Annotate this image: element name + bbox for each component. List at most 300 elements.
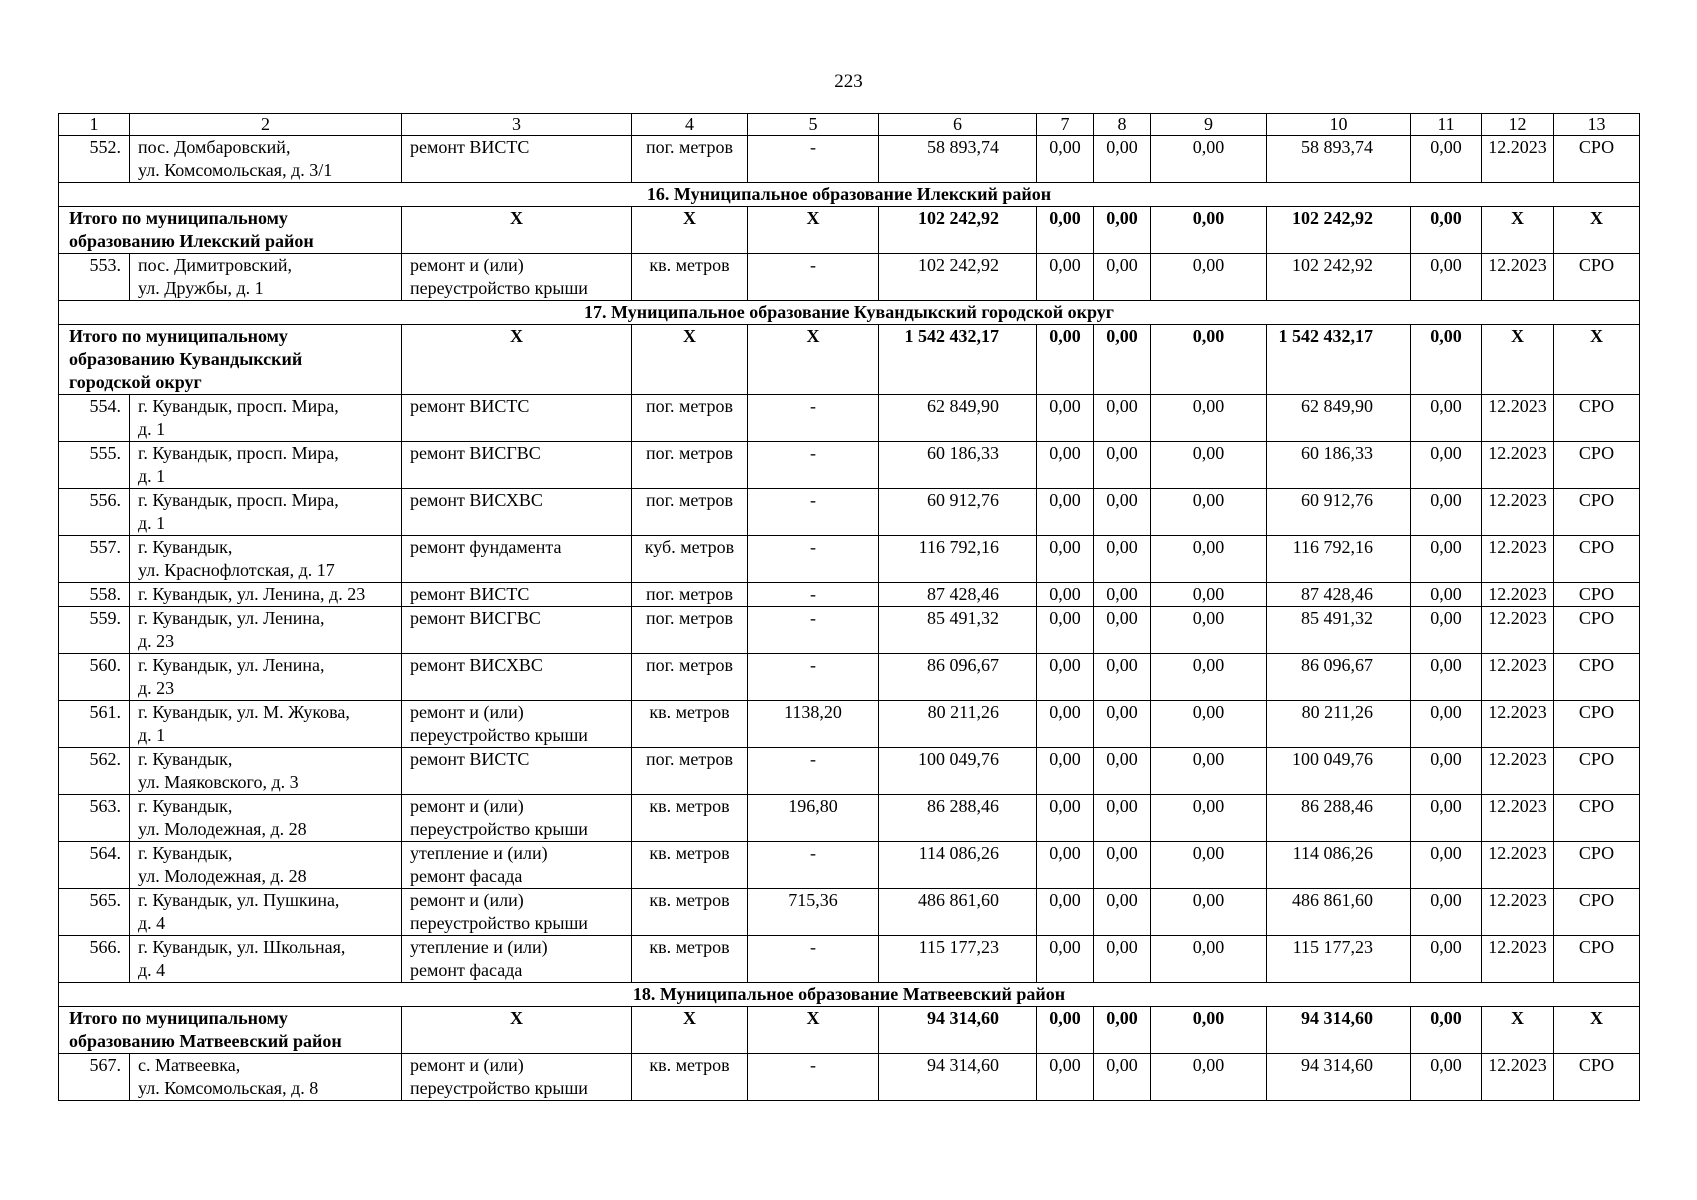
- address-cell-line: г. Кувандык,: [138, 749, 233, 769]
- work-type-cell-line: ремонт фундамента: [410, 537, 562, 557]
- deadline-cell: 12.2023: [1482, 536, 1554, 583]
- total-cost-cell: 94 314,60: [879, 1007, 1037, 1054]
- quantity-cell: Х: [748, 207, 879, 254]
- quantity-cell: -: [748, 654, 879, 701]
- row-number-cell: 552.: [59, 136, 130, 183]
- method-cell: Х: [1554, 325, 1640, 395]
- address-cell-line: г. Кувандык, просп. Мира,: [138, 443, 339, 463]
- table-row: [59, 748, 1640, 795]
- method-cell: СРО: [1554, 254, 1640, 301]
- fund-cost-cell: 86 096,67: [1267, 654, 1411, 701]
- subtotal-label: [59, 325, 402, 395]
- address-cell: [130, 654, 402, 701]
- work-type-cell-line: ремонт ВИСТС: [410, 749, 530, 769]
- subtotal-row: [59, 325, 1640, 395]
- value-cell: 0,00: [1151, 489, 1267, 536]
- work-type-cell-line: ремонт и (или): [410, 1055, 524, 1075]
- fund-cost-cell: 86 288,46: [1267, 795, 1411, 842]
- work-type-cell: [402, 583, 632, 607]
- value-cell: 0,00: [1037, 748, 1094, 795]
- method-cell: СРО: [1554, 936, 1640, 983]
- work-type-cell: [402, 136, 632, 183]
- value-cell: 0,00: [1151, 442, 1267, 489]
- column-number-header: 13: [1554, 114, 1640, 136]
- unit-cell: пог. метров: [632, 607, 748, 654]
- fund-cost-cell: 100 049,76: [1267, 748, 1411, 795]
- quantity-cell: -: [748, 1054, 879, 1101]
- method-cell: СРО: [1554, 489, 1640, 536]
- address-cell-line: г. Кувандык, ул. Пушкина,: [138, 890, 340, 910]
- total-cost-cell: 102 242,92: [879, 254, 1037, 301]
- unit-cell: кв. метров: [632, 701, 748, 748]
- section-heading-row: [59, 301, 1640, 325]
- total-cost-cell: 87 428,46: [879, 583, 1037, 607]
- quantity-cell: 196,80: [748, 795, 879, 842]
- fund-cost-cell: 85 491,32: [1267, 607, 1411, 654]
- address-cell-line: г. Кувандык, просп. Мира,: [138, 396, 339, 416]
- work-type-cell: [402, 254, 632, 301]
- value-cell: 0,00: [1037, 654, 1094, 701]
- unit-cell: пог. метров: [632, 395, 748, 442]
- value-cell: 0,00: [1037, 701, 1094, 748]
- row-number-cell: 553.: [59, 254, 130, 301]
- quantity-cell: -: [748, 583, 879, 607]
- row-number-cell: 566.: [59, 936, 130, 983]
- address-cell-line: д. 1: [138, 419, 166, 439]
- value-cell: 0,00: [1037, 442, 1094, 489]
- unit-cell: кв. метров: [632, 795, 748, 842]
- table-row: [59, 536, 1640, 583]
- address-cell: [130, 583, 402, 607]
- row-number-cell: 558.: [59, 583, 130, 607]
- work-type-cell-line: ремонт ВИСГВС: [410, 443, 541, 463]
- column-number-header: 8: [1094, 114, 1151, 136]
- work-type-cell: [402, 748, 632, 795]
- value-cell: 0,00: [1037, 1054, 1094, 1101]
- value-cell: 0,00: [1037, 136, 1094, 183]
- row-number-cell: 562.: [59, 748, 130, 795]
- fund-cost-cell: 58 893,74: [1267, 136, 1411, 183]
- value-cell: 0,00: [1411, 254, 1482, 301]
- column-number-header: 7: [1037, 114, 1094, 136]
- table-row: [59, 701, 1640, 748]
- address-cell: [130, 795, 402, 842]
- address-cell-line: пос. Димитровский,: [138, 255, 292, 275]
- address-cell-line: ул. Дружбы, д. 1: [138, 278, 264, 298]
- total-cost-cell: 116 792,16: [879, 536, 1037, 583]
- unit-cell: кв. метров: [632, 254, 748, 301]
- work-type-cell-line: ремонт фасада: [410, 960, 523, 980]
- column-number-header: 5: [748, 114, 879, 136]
- quantity-cell: -: [748, 842, 879, 889]
- work-type-cell: [402, 795, 632, 842]
- quantity-cell: -: [748, 536, 879, 583]
- quantity-cell: 1138,20: [748, 701, 879, 748]
- address-cell-line: с. Матвеевка,: [138, 1055, 241, 1075]
- value-cell: 0,00: [1411, 583, 1482, 607]
- section-title: 16. Муниципальное образование Илекский район: [59, 183, 1640, 207]
- address-cell-line: д. 23: [138, 678, 175, 698]
- method-cell: СРО: [1554, 889, 1640, 936]
- value-cell: 0,00: [1094, 536, 1151, 583]
- value-cell: 0,00: [1037, 489, 1094, 536]
- method-cell: Х: [1554, 1007, 1640, 1054]
- value-cell: 0,00: [1411, 889, 1482, 936]
- total-cost-cell: 58 893,74: [879, 136, 1037, 183]
- work-type-cell-line: переустройство крыши: [410, 819, 588, 839]
- work-type-cell-line: утепление и (или): [410, 843, 548, 863]
- fund-cost-cell: 102 242,92: [1267, 207, 1411, 254]
- table-body: [59, 114, 1640, 1101]
- quantity-cell: -: [748, 136, 879, 183]
- quantity-cell: -: [748, 607, 879, 654]
- address-cell-line: ул. Комсомольская, д. 3/1: [138, 160, 333, 180]
- work-type-cell-line: ремонт ВИСГВС: [410, 608, 541, 628]
- value-cell: 0,00: [1151, 136, 1267, 183]
- table-row: [59, 395, 1640, 442]
- work-type-cell-line: ремонт и (или): [410, 890, 524, 910]
- row-number-cell: 555.: [59, 442, 130, 489]
- address-cell-line: д. 1: [138, 725, 166, 745]
- method-cell: СРО: [1554, 701, 1640, 748]
- quantity-cell: Х: [748, 1007, 879, 1054]
- section-heading-row: [59, 183, 1640, 207]
- table-row: [59, 795, 1640, 842]
- value-cell: 0,00: [1411, 325, 1482, 395]
- unit-cell: Х: [632, 325, 748, 395]
- row-number-cell: 563.: [59, 795, 130, 842]
- fund-cost-cell: 62 849,90: [1267, 395, 1411, 442]
- value-cell: 0,00: [1411, 1054, 1482, 1101]
- unit-cell: пог. метров: [632, 442, 748, 489]
- value-cell: 0,00: [1411, 207, 1482, 254]
- unit-cell: пог. метров: [632, 489, 748, 536]
- value-cell: 0,00: [1094, 889, 1151, 936]
- unit-cell: пог. метров: [632, 583, 748, 607]
- address-cell: [130, 536, 402, 583]
- value-cell: 0,00: [1151, 254, 1267, 301]
- work-type-cell-line: ремонт и (или): [410, 796, 524, 816]
- fund-cost-cell: 486 861,60: [1267, 889, 1411, 936]
- value-cell: 0,00: [1151, 607, 1267, 654]
- value-cell: 0,00: [1151, 583, 1267, 607]
- total-cost-cell: 94 314,60: [879, 1054, 1037, 1101]
- value-cell: 0,00: [1411, 442, 1482, 489]
- address-cell-line: д. 4: [138, 960, 166, 980]
- work-type-cell: [402, 489, 632, 536]
- work-type-cell: Х: [402, 207, 632, 254]
- address-cell: [130, 489, 402, 536]
- fund-cost-cell: 1 542 432,17: [1267, 325, 1411, 395]
- row-number-cell: 561.: [59, 701, 130, 748]
- work-type-cell: Х: [402, 325, 632, 395]
- fund-cost-cell: 116 792,16: [1267, 536, 1411, 583]
- value-cell: 0,00: [1037, 1007, 1094, 1054]
- repair-program-table: [58, 113, 1640, 1101]
- work-type-cell: [402, 701, 632, 748]
- address-cell-line: г. Кувандык, ул. Ленина,: [138, 608, 325, 628]
- unit-cell: кв. метров: [632, 936, 748, 983]
- value-cell: 0,00: [1094, 748, 1151, 795]
- total-cost-cell: 115 177,23: [879, 936, 1037, 983]
- deadline-cell: 12.2023: [1482, 748, 1554, 795]
- address-cell-line: д. 23: [138, 631, 175, 651]
- deadline-cell: 12.2023: [1482, 795, 1554, 842]
- value-cell: 0,00: [1094, 842, 1151, 889]
- work-type-cell: [402, 654, 632, 701]
- work-type-cell: [402, 536, 632, 583]
- total-cost-cell: 86 288,46: [879, 795, 1037, 842]
- address-cell: [130, 889, 402, 936]
- fund-cost-cell: 60 186,33: [1267, 442, 1411, 489]
- subtotal-label-line: образованию Матвеевский район: [69, 1031, 342, 1051]
- value-cell: 0,00: [1411, 701, 1482, 748]
- work-type-cell-line: переустройство крыши: [410, 278, 588, 298]
- address-cell: [130, 395, 402, 442]
- value-cell: 0,00: [1151, 748, 1267, 795]
- address-cell-line: г. Кувандык, просп. Мира,: [138, 490, 339, 510]
- work-type-cell-line: ремонт ВИСТС: [410, 396, 530, 416]
- work-type-cell: [402, 936, 632, 983]
- value-cell: 0,00: [1411, 842, 1482, 889]
- column-number-header: 6: [879, 114, 1037, 136]
- method-cell: СРО: [1554, 748, 1640, 795]
- table-row: [59, 489, 1640, 536]
- work-type-cell-line: ремонт ВИСХВС: [410, 655, 543, 675]
- deadline-cell: 12.2023: [1482, 936, 1554, 983]
- fund-cost-cell: 60 912,76: [1267, 489, 1411, 536]
- value-cell: 0,00: [1094, 136, 1151, 183]
- work-type-cell: [402, 1054, 632, 1101]
- unit-cell: Х: [632, 1007, 748, 1054]
- unit-cell: кв. метров: [632, 842, 748, 889]
- value-cell: 0,00: [1094, 936, 1151, 983]
- column-number-header: 12: [1482, 114, 1554, 136]
- value-cell: 0,00: [1037, 795, 1094, 842]
- column-number-header: 9: [1151, 114, 1267, 136]
- unit-cell: Х: [632, 207, 748, 254]
- subtotal-label-line: Итого по муниципальному: [69, 1008, 288, 1028]
- work-type-cell: [402, 442, 632, 489]
- address-cell-line: г. Кувандык,: [138, 796, 233, 816]
- deadline-cell: 12.2023: [1482, 583, 1554, 607]
- address-cell-line: ул. Молодежная, д. 28: [138, 819, 307, 839]
- address-cell: [130, 701, 402, 748]
- table-row: [59, 842, 1640, 889]
- total-cost-cell: 80 211,26: [879, 701, 1037, 748]
- table-row: [59, 889, 1640, 936]
- address-cell-line: д. 1: [138, 513, 166, 533]
- fund-cost-cell: 87 428,46: [1267, 583, 1411, 607]
- subtotal-label-line: Итого по муниципальному: [69, 208, 288, 228]
- deadline-cell: 12.2023: [1482, 889, 1554, 936]
- method-cell: СРО: [1554, 583, 1640, 607]
- deadline-cell: 12.2023: [1482, 442, 1554, 489]
- work-type-cell: [402, 889, 632, 936]
- address-cell-line: д. 1: [138, 466, 166, 486]
- value-cell: 0,00: [1411, 607, 1482, 654]
- row-number-cell: 567.: [59, 1054, 130, 1101]
- fund-cost-cell: 94 314,60: [1267, 1007, 1411, 1054]
- table-row: [59, 1054, 1640, 1101]
- method-cell: СРО: [1554, 395, 1640, 442]
- value-cell: 0,00: [1037, 936, 1094, 983]
- value-cell: 0,00: [1411, 489, 1482, 536]
- column-number-header: 11: [1411, 114, 1482, 136]
- quantity-cell: -: [748, 936, 879, 983]
- quantity-cell: -: [748, 254, 879, 301]
- column-number-header: 2: [130, 114, 402, 136]
- value-cell: 0,00: [1037, 536, 1094, 583]
- total-cost-cell: 60 912,76: [879, 489, 1037, 536]
- address-cell: [130, 607, 402, 654]
- work-type-cell-line: ремонт ВИСТС: [410, 137, 530, 157]
- section-title: 18. Муниципальное образование Матвеевский район: [59, 983, 1640, 1007]
- work-type-cell-line: утепление и (или): [410, 937, 548, 957]
- fund-cost-cell: 102 242,92: [1267, 254, 1411, 301]
- method-cell: СРО: [1554, 654, 1640, 701]
- address-cell-line: г. Кувандык, ул. Школьная,: [138, 937, 346, 957]
- method-cell: Х: [1554, 207, 1640, 254]
- address-cell: [130, 1054, 402, 1101]
- value-cell: 0,00: [1094, 442, 1151, 489]
- unit-cell: кв. метров: [632, 889, 748, 936]
- total-cost-cell: 60 186,33: [879, 442, 1037, 489]
- value-cell: 0,00: [1037, 325, 1094, 395]
- work-type-cell: [402, 842, 632, 889]
- address-cell-line: ул. Маяковского, д. 3: [138, 772, 299, 792]
- address-cell-line: г. Кувандык, ул. М. Жукова,: [138, 702, 350, 722]
- fund-cost-cell: 80 211,26: [1267, 701, 1411, 748]
- address-cell-line: г. Кувандык, ул. Ленина,: [138, 655, 325, 675]
- value-cell: 0,00: [1151, 1007, 1267, 1054]
- total-cost-cell: 102 242,92: [879, 207, 1037, 254]
- work-type-cell-line: переустройство крыши: [410, 1078, 588, 1098]
- address-cell-line: г. Кувандык, ул. Ленина, д. 23: [138, 584, 366, 604]
- unit-cell: пог. метров: [632, 654, 748, 701]
- value-cell: 0,00: [1411, 136, 1482, 183]
- value-cell: 0,00: [1094, 795, 1151, 842]
- table-row: [59, 936, 1640, 983]
- total-cost-cell: 85 491,32: [879, 607, 1037, 654]
- column-number-header: 1: [59, 114, 130, 136]
- deadline-cell: 12.2023: [1482, 489, 1554, 536]
- value-cell: 0,00: [1411, 395, 1482, 442]
- value-cell: 0,00: [1151, 889, 1267, 936]
- deadline-cell: 12.2023: [1482, 654, 1554, 701]
- value-cell: 0,00: [1151, 701, 1267, 748]
- value-cell: 0,00: [1151, 842, 1267, 889]
- method-cell: СРО: [1554, 442, 1640, 489]
- deadline-cell: 12.2023: [1482, 842, 1554, 889]
- value-cell: 0,00: [1094, 701, 1151, 748]
- table-row: [59, 442, 1640, 489]
- value-cell: 0,00: [1151, 936, 1267, 983]
- value-cell: 0,00: [1151, 654, 1267, 701]
- deadline-cell: 12.2023: [1482, 136, 1554, 183]
- method-cell: СРО: [1554, 795, 1640, 842]
- work-type-cell-line: ремонт и (или): [410, 255, 524, 275]
- value-cell: 0,00: [1411, 654, 1482, 701]
- work-type-cell-line: ремонт и (или): [410, 702, 524, 722]
- table-row: [59, 254, 1640, 301]
- method-cell: СРО: [1554, 536, 1640, 583]
- value-cell: 0,00: [1037, 607, 1094, 654]
- value-cell: 0,00: [1094, 607, 1151, 654]
- deadline-cell: 12.2023: [1482, 395, 1554, 442]
- address-cell-line: г. Кувандык,: [138, 843, 233, 863]
- value-cell: 0,00: [1411, 795, 1482, 842]
- value-cell: 0,00: [1411, 748, 1482, 795]
- unit-cell: куб. метров: [632, 536, 748, 583]
- total-cost-cell: 1 542 432,17: [879, 325, 1037, 395]
- deadline-cell: 12.2023: [1482, 701, 1554, 748]
- total-cost-cell: 486 861,60: [879, 889, 1037, 936]
- value-cell: 0,00: [1411, 936, 1482, 983]
- value-cell: 0,00: [1151, 1054, 1267, 1101]
- work-type-cell-line: переустройство крыши: [410, 725, 588, 745]
- total-cost-cell: 100 049,76: [879, 748, 1037, 795]
- fund-cost-cell: 114 086,26: [1267, 842, 1411, 889]
- row-number-cell: 565.: [59, 889, 130, 936]
- total-cost-cell: 114 086,26: [879, 842, 1037, 889]
- row-number-cell: 559.: [59, 607, 130, 654]
- value-cell: 0,00: [1151, 207, 1267, 254]
- address-cell: [130, 936, 402, 983]
- subtotal-label-line: городской округ: [69, 372, 202, 392]
- fund-cost-cell: 115 177,23: [1267, 936, 1411, 983]
- subtotal-label-line: образованию Илекский район: [69, 231, 314, 251]
- address-cell-line: пос. Домбаровский,: [138, 137, 291, 157]
- value-cell: 0,00: [1151, 325, 1267, 395]
- work-type-cell-line: переустройство крыши: [410, 913, 588, 933]
- address-cell-line: г. Кувандык,: [138, 537, 233, 557]
- subtotal-label-line: образованию Кувандыкский: [69, 349, 303, 369]
- table-row: [59, 583, 1640, 607]
- address-cell-line: д. 4: [138, 913, 166, 933]
- table-row: [59, 654, 1640, 701]
- address-cell: [130, 254, 402, 301]
- address-cell-line: ул. Комсомольская, д. 8: [138, 1078, 319, 1098]
- value-cell: 0,00: [1151, 795, 1267, 842]
- value-cell: 0,00: [1094, 654, 1151, 701]
- value-cell: 0,00: [1151, 395, 1267, 442]
- method-cell: СРО: [1554, 607, 1640, 654]
- deadline-cell: 12.2023: [1482, 1054, 1554, 1101]
- deadline-cell: Х: [1482, 325, 1554, 395]
- column-number-header: 4: [632, 114, 748, 136]
- section-heading-row: [59, 983, 1640, 1007]
- deadline-cell: 12.2023: [1482, 254, 1554, 301]
- value-cell: 0,00: [1094, 207, 1151, 254]
- unit-cell: пог. метров: [632, 748, 748, 795]
- value-cell: 0,00: [1037, 842, 1094, 889]
- quantity-cell: -: [748, 748, 879, 795]
- subtotal-label: [59, 207, 402, 254]
- address-cell: [130, 842, 402, 889]
- quantity-cell: -: [748, 442, 879, 489]
- value-cell: 0,00: [1094, 325, 1151, 395]
- value-cell: 0,00: [1094, 1054, 1151, 1101]
- method-cell: СРО: [1554, 842, 1640, 889]
- value-cell: 0,00: [1037, 583, 1094, 607]
- table-row: [59, 136, 1640, 183]
- subtotal-row: [59, 207, 1640, 254]
- value-cell: 0,00: [1037, 395, 1094, 442]
- row-number-cell: 560.: [59, 654, 130, 701]
- work-type-cell: [402, 607, 632, 654]
- section-title: 17. Муниципальное образование Кувандыкский городской округ: [59, 301, 1640, 325]
